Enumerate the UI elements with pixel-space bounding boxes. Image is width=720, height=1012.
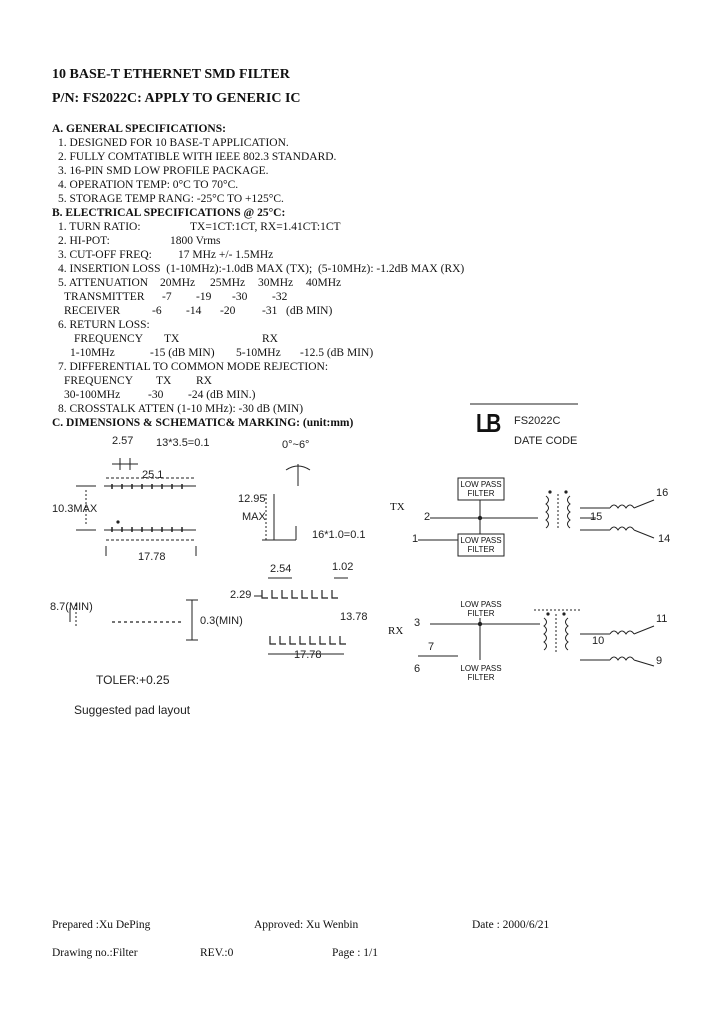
pin-number: 6 (414, 663, 421, 675)
insertion-loss: 4. INSERTION LOSS (1-10MHz):-1.0dB MAX (TX); (5-10MHz): -1.2dB MAX (RX) (58, 263, 465, 275)
crosstalk: 8. CROSSTALK ATTEN (1-10 MHz): -30 dB (MIN) (58, 403, 304, 415)
return-loss-label: 6. RETURN LOSS: (58, 319, 150, 331)
dim-label: 13*3.5=0.1 (156, 437, 210, 449)
receiver-value: -6 (152, 305, 162, 317)
rl-cell: -15 (dB MIN) (150, 347, 215, 359)
lpf-label: LOW PASS FILTER (460, 480, 502, 498)
prepared-by: Prepared :Xu DePing (52, 919, 151, 931)
dim-label: 17.78 (294, 649, 322, 661)
receiver-label: RECEIVER (64, 305, 121, 317)
part-number: P/N: FS2022C: APPLY TO GENERIC IC (52, 91, 301, 106)
transmitter-value: -30 (232, 291, 248, 303)
dim-label: 13.78 (340, 611, 368, 623)
pin-number: 2 (424, 511, 431, 523)
dim-label: 10.3MAX (52, 503, 98, 515)
pin-number: 11 (656, 613, 668, 625)
revision: REV.:0 (200, 947, 234, 959)
dimensions-heading: C. DIMENSIONS & SCHEMATIC& MARKING: (unit:mm) (52, 417, 354, 429)
rl-freq-header: FREQUENCY (74, 333, 144, 345)
general-item: 4. OPERATION TEMP: 0°C TO 70°C. (58, 179, 239, 191)
dim-label: 12.95 (238, 493, 266, 505)
lpf-label: LOW PASS FILTER (460, 600, 502, 618)
pin-number: 10 (592, 635, 605, 647)
pin-number: 7 (428, 641, 435, 653)
pin-number: 9 (656, 655, 663, 667)
pin-number: 14 (658, 533, 671, 545)
atten-freq: 20MHz (160, 277, 196, 289)
cm-freq-header: FREQUENCY (64, 375, 134, 387)
atten-freq: 30MHz (258, 277, 294, 289)
dim-label: 2.57 (112, 435, 134, 447)
pin-number: 3 (414, 617, 421, 629)
marking-date-code: DATE CODE (514, 435, 578, 447)
hipot-label: 2. HI-POT: (58, 235, 110, 247)
lpf-label: LOW PASS FILTER (460, 664, 502, 682)
choke-coil (610, 505, 634, 508)
drawing-number: Drawing no.:Filter (52, 947, 138, 959)
cutoff-label: 3. CUT-OFF FREQ: (58, 249, 152, 261)
transformer-coil (544, 618, 547, 650)
cm-cell: -24 (dB MIN.) (188, 389, 256, 401)
transformer-coil (568, 496, 571, 528)
cm-cell: 30-100MHz (64, 389, 121, 401)
hipot-value: 1800 Vrms (170, 235, 221, 247)
rx-label: RX (388, 625, 404, 637)
dim-label: 16*1.0=0.1 (312, 529, 366, 541)
atten-freq: 40MHz (306, 277, 342, 289)
dim-label: 17.78 (138, 551, 166, 563)
rl-cell: 5-10MHz (236, 347, 281, 359)
receiver-value: -31 (262, 305, 278, 317)
dim-label: 8.7(MIN) (50, 601, 93, 613)
cm-rx-header: RX (196, 375, 212, 387)
general-spec-heading: A. GENERAL SPECIFICATIONS: (52, 123, 226, 135)
cm-tx-header: TX (156, 375, 172, 387)
atten-freq: 25MHz (210, 277, 246, 289)
general-item: 3. 16-PIN SMD LOW PROFILE PACKAGE. (58, 165, 269, 177)
general-item: 2. FULLY COMTATIBLE WITH IEEE 802.3 STANDARD. (58, 151, 337, 163)
tx-label: TX (390, 501, 405, 513)
transmitter-value: -7 (162, 291, 172, 303)
document-title: 10 BASE-T ETHERNET SMD FILTER (52, 67, 290, 82)
rl-cell: 1-10MHz (70, 347, 115, 359)
marking-part-number: FS2022C (514, 415, 561, 427)
rl-tx-header: TX (164, 333, 180, 345)
receiver-unit: (dB MIN) (286, 305, 333, 317)
cutoff-value: 17 MHz +/- 1.5MHz (178, 249, 274, 261)
choke-coil (610, 657, 634, 660)
attenuation-label: 5. ATTENUATION (58, 277, 149, 289)
dim-label: 25.1 (142, 469, 164, 481)
transmitter-value: -19 (196, 291, 212, 303)
dim-label: MAX (242, 511, 266, 523)
transformer-coil (566, 618, 569, 650)
dim-label: 2.54 (270, 563, 292, 575)
receiver-value: -20 (220, 305, 236, 317)
lpf-label: LOW PASS FILTER (460, 536, 502, 554)
dim-label: 0°~6° (282, 439, 310, 451)
lb-logo: LB (476, 408, 499, 438)
general-item: 1. DESIGNED FOR 10 BASE-T APPLICATION. (58, 137, 289, 149)
tolerance-note: TOLER:+0.25 (96, 673, 170, 687)
general-item: 5. STORAGE TEMP RANG: -25°C TO +125°C. (58, 193, 284, 205)
dim-label: 2.29 (230, 589, 252, 601)
receiver-value: -14 (186, 305, 202, 317)
transmitter-label: TRANSMITTER (64, 291, 145, 303)
choke-coil (610, 527, 634, 530)
choke-coil (610, 631, 634, 634)
doc-date: Date : 2000/6/21 (472, 919, 550, 931)
cm-rejection-label: 7. DIFFERENTIAL TO COMMON MODE REJECTION: (58, 361, 329, 373)
turns-ratio-label: 1. TURN RATIO: (58, 221, 141, 233)
cm-cell: -30 (148, 389, 164, 401)
transmitter-value: -32 (272, 291, 288, 303)
electrical-spec-heading: B. ELECTRICAL SPECIFICATIONS @ 25°C: (52, 207, 286, 219)
pin-number: 16 (656, 487, 669, 499)
dim-label: 1.02 (332, 561, 354, 573)
pad-layout-caption: Suggested pad layout (74, 703, 191, 717)
rl-rx-header: RX (262, 333, 278, 345)
pin-number: 15 (590, 511, 603, 523)
dim-label: 0.3(MIN) (200, 615, 243, 627)
transformer-coil (546, 496, 549, 528)
rl-cell: -12.5 (dB MIN) (300, 347, 374, 359)
approved-by: Approved: Xu Wenbin (254, 919, 359, 931)
page-number: Page : 1/1 (332, 947, 378, 959)
turns-ratio-value: TX=1CT:1CT, RX=1.41CT:1CT (190, 221, 341, 233)
pin-number: 1 (412, 533, 419, 545)
